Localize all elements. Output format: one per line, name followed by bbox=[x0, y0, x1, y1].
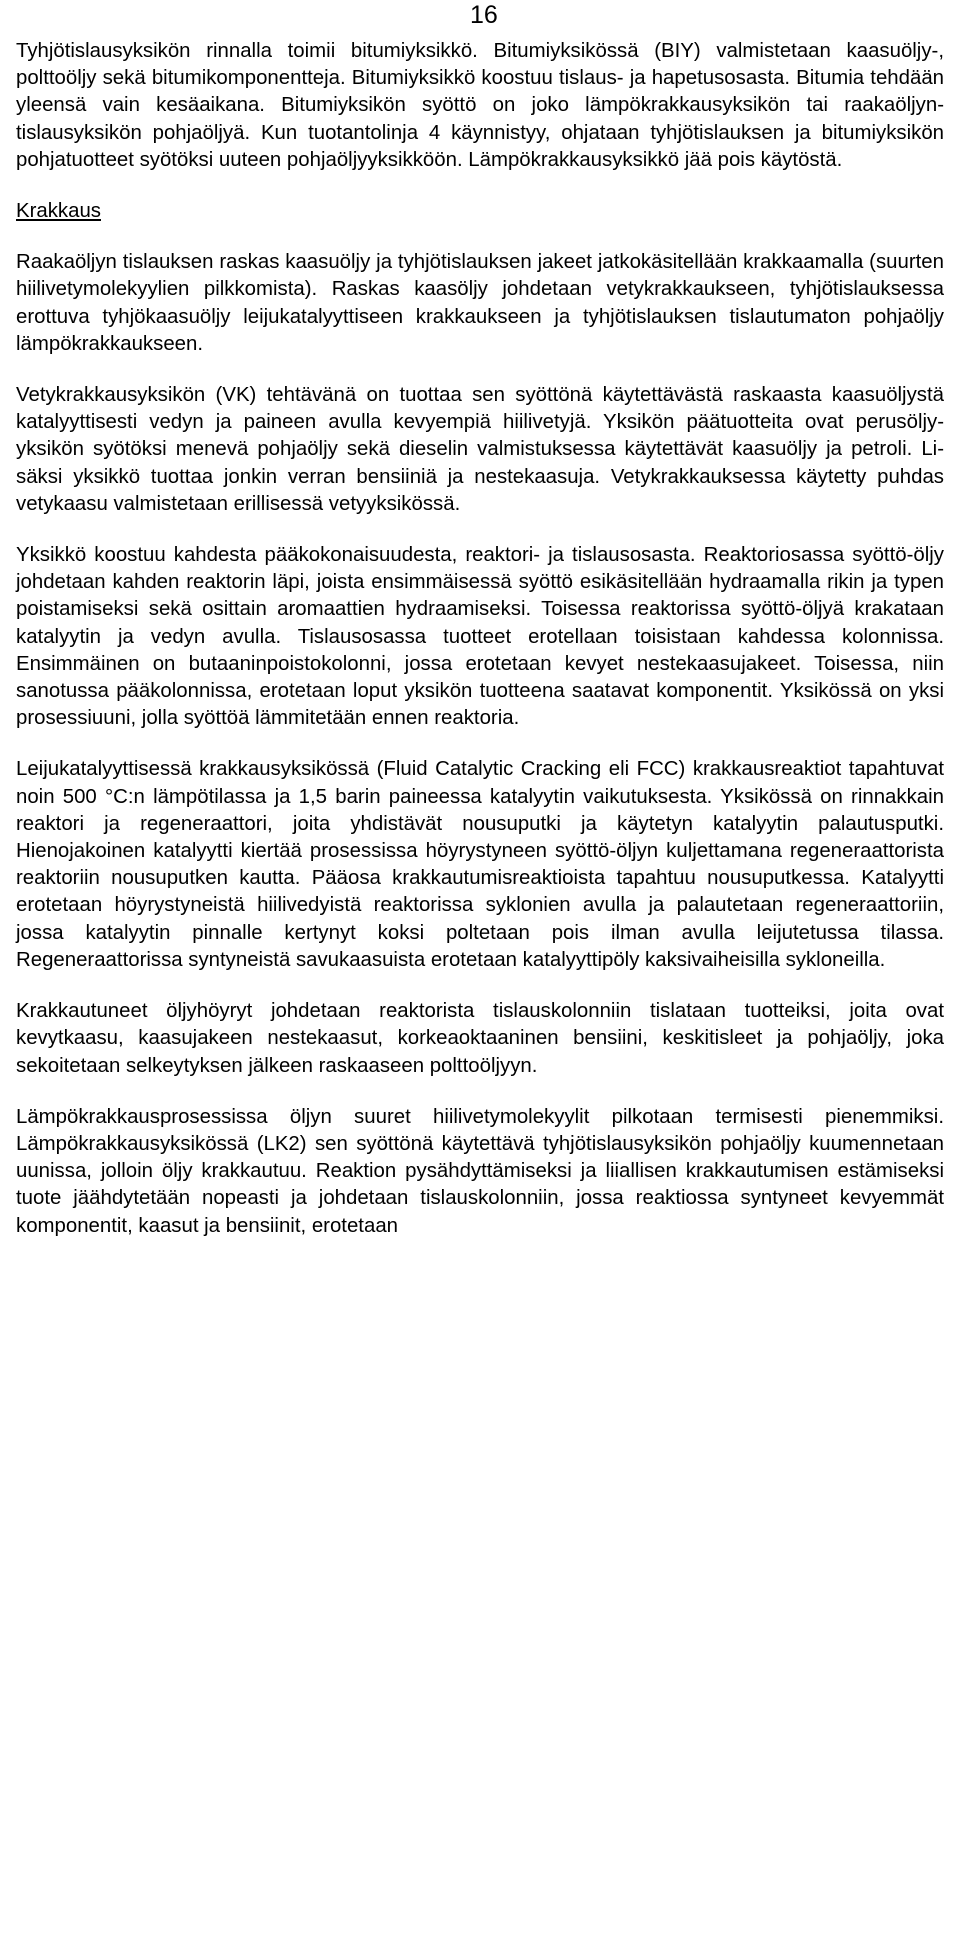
paragraph-hydrocracking-unit: Vetykrakkausyksikön (VK) tehtävänä on tuottaa sen syöttönä käytettävästä raskaasta kaasuöljystä katalyyttisesti vedyn ja paineen avulla kevyempiä hiilivetyjä. Yksikön päätuotteita ovat perusöljy-yksikön syötöksi menevä pohjaöljy sekä dieselin valmistuksessa käytettävät kaasuöljy ja petroli. Lisäksi yksikkö tuottaa jonkin verran bensiiniä ja nestekaasuja. Vetykrakkauksessa käytetty puhdas vetykaasu valmistetaan erillisessä vetyyksikössä. bbox=[16, 384, 944, 515]
paragraph-cracked-vapors: Krakkautuneet öljyhöyryt johdetaan reaktorista tislauskolonniin tislataan tuotteiksi, joita ovat kevytkaasu, kaasujakeen nestekaasut, korkeaoktaaninen bensiini, keskitisleet ja pohjaöljy, joka sekoitetaan selkeytyksen jälkeen raskaaseen polttoöljyyn. bbox=[16, 1000, 944, 1077]
page-number: 16 bbox=[470, 1, 498, 29]
paragraph-fcc: Leijukatalyyttisessä krakkausyksikössä (Fluid Catalytic Cracking eli FCC) krakkausreaktiot tapahtuvat noin 500 °C:n lämpötilassa ja 1,5 barin paineessa katalyytin vaikutuksesta. Yksikössä on rinnakkain reaktori ja regeneraattori, joita yhdistävät nousuputki ja käytetyn katalyytin palautusputki. Hienojakoinen katalyytti kiertää prosessissa höyrystyneen syöttö-öljyn kuljettamana regeneraattorista reaktoriin nousuputken kautta. Pääosa krakkautumisreaktioista tapahtuu nousuputkessa. Katalyytti erotetaan höyrystyneistä hiilivedyistä reaktorissa syklonien avulla ja palautetaan regeneraattoriin, jossa katalyytin pinnalle kertynyt koksi poltetaan pois ilman avulla leijutetussa tilassa. Regeneraattorissa syntyneistä savukaasuista erotetaan katalyyttipöly kaksivaiheisilla sykloneilla. bbox=[16, 758, 944, 971]
paragraph-thermal-cracking: Lämpökrakkausprosessissa öljyn suuret hiilivetymolekyylit pilkotaan termisesti pienemmiksi. Lämpökrakkausyksikössä (LK2) sen syöttönä käytettävä tyhjötislausyksikön pohjaöljy kuumennetaan uunissa, jolloin öljy krakkautuu. Reaktion pysähdyttämiseksi ja liiallisen krakkautumisen estämiseksi tuote jäähdytetään nopeasti ja johdetaan tislauskolonniin, jossa reaktiossa syntyneet kevyemmät komponentit, kaasut ja bensiinit, erotetaan bbox=[16, 1105, 944, 1237]
paragraph-bitumen-unit: Tyhjötislausyksikön rinnalla toimii bitumiyksikkö. Bitumiyksikössä (BIY) valmistetaan kaasuöljy-, polttoöljy sekä bitumikomponentteja. Bitumiyksikkö koostuu tislaus- ja hapetusosasta. Bitumia tehdään yleensä vain kesäaikana. Bitumiyksikön syöttö on joko lämpökrakkausyksikön tai raakaöljyntislausyksikön pohjaöljyä. Kun tuotantolinja 4 käynnistyy, ohjataan tyhjötislauksen ja bitumiyksikön pohjatuotteet syötöksi uuteen pohjaöljyyksikköön. Lämpökrakkausyksikkö jää pois käytöstä. bbox=[16, 40, 944, 171]
document-body bbox=[16, 38, 944, 1264]
paragraph-cracking-intro: Raakaöljyn tislauksen raskas kaasuöljy ja tyhjötislauksen jakeet jatkokäsitellään krakkaamalla (suurten hiilivetymolekyylien pilkkomista). Raskas kaasöljy johdetaan vetykrakkaukseen, tyhjötislauksessa erottuva tyhjökaasuöljy leijukatalyyttiseen krakkaukseen ja tyhjötislauksen tislautumaton pohjaöljy lämpökrakkaukseen. bbox=[16, 251, 944, 355]
section-heading-krakkaus: Krakkaus bbox=[16, 200, 101, 223]
paragraph-unit-structure: Yksikkö koostuu kahdesta pääkokonaisuudesta, reaktori- ja tislausosasta. Reaktoriosassa syöttö-öljy johdetaan kahden reaktorin läpi, joista ensimmäisessä syöttö esikäsitellään hydraamalla rikin ja typen poistamiseksi sekä osittain aromaattien hydraamiseksi. Toisessa reaktorissa syöttö-öljyä krakataan katalyytin ja vedyn avulla. Tislausosassa tuotteet erotellaan toisistaan kahdessa kolonnissa. Ensimmäinen on butaaninpoistokolonni, jossa erotetaan kevyet nestekaasujakeet. Toisessa, niin sanotussa pääkolonnissa, erotetaan loput yksikön tuotteena saatavat komponentit. Yksikössä on yksi prosessiuuni, jolla syöttöä lämmitetään ennen reaktoria. bbox=[16, 544, 944, 730]
